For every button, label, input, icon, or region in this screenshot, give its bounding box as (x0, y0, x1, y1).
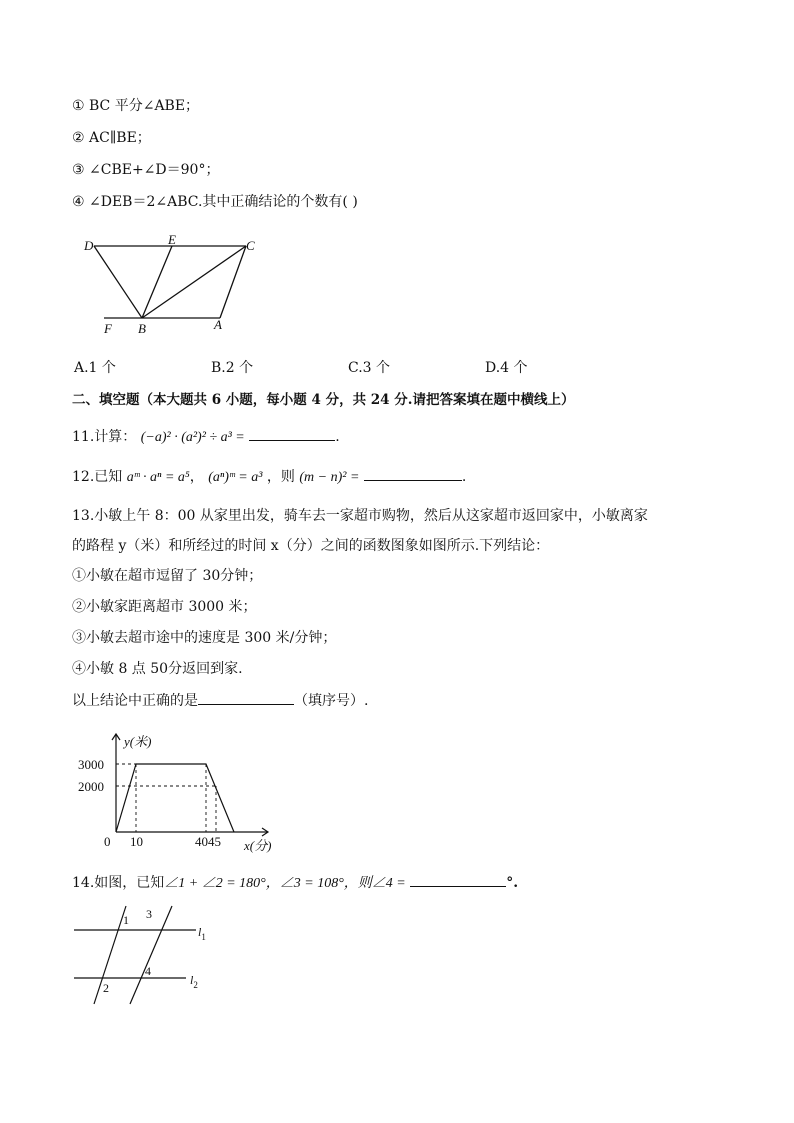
q14-suffix: °. (506, 875, 519, 891)
graph-x-label: x(分) (244, 838, 272, 853)
line-l1-label: $l_1$ (198, 925, 206, 942)
q13-distance-time-graph (72, 726, 284, 858)
q13-item-3: ③小敏去超市途中的速度是 300 米/分钟； (72, 630, 337, 646)
q12-answer-blank[interactable] (364, 466, 462, 481)
q11-answer-blank[interactable] (249, 426, 335, 441)
q14-parallel-lines-figure (68, 900, 216, 1008)
q14-answer-blank[interactable] (410, 872, 506, 887)
q10-statement-1: ① BC 平分∠ABE； (72, 98, 200, 114)
q10-statement-4: ④ ∠DEB＝2∠ABC.其中正确结论的个数有( ) (72, 194, 358, 210)
angle-1-label: 1 (123, 913, 129, 927)
graph-y-label: y(米) (124, 734, 152, 749)
q11-number: 11. (72, 429, 95, 445)
label-A: A (214, 317, 222, 332)
graph-y-tick-2000: 2000 (78, 779, 104, 794)
q12-prefix: 已知 (94, 469, 123, 485)
option-d: D.4 个 (485, 360, 528, 376)
option-c: C.3 个 (348, 360, 391, 376)
label-C: C (246, 238, 255, 253)
angle-3-label: 3 (146, 907, 152, 921)
option-b: B.2 个 (211, 360, 254, 376)
graph-x-tick-0: 0 (104, 834, 111, 849)
q12-suffix: . (461, 469, 467, 485)
q11-expression: (−a)² · (a²)² ÷ a³ = (140, 430, 245, 445)
question-11 (72, 426, 340, 448)
label-D: D (84, 238, 94, 253)
angle-4-label: 4 (145, 964, 151, 978)
q12-expression-1: aᵐ · aⁿ = a⁵ (126, 470, 190, 485)
line-l2-label: $l_2$ (190, 973, 198, 990)
label-E: E (168, 232, 176, 247)
graph-x-tick-10: 10 (130, 834, 143, 849)
q12-expression-3: (m − n)² = (299, 470, 360, 485)
q12-number: 12. (72, 469, 95, 485)
section-2-heading: 二、填空题（本大题共 6 小题，每小题 4 分，共 24 分.请把答案填在题中横线上） (72, 392, 575, 408)
q13-line-1: 13.小敏上午 8：00 从家里出发，骑车去一家超市购物，然后从这家超市返回家中，小敏离家 (72, 508, 648, 524)
q10-statement-3: ③ ∠CBE+∠D＝90°； (72, 162, 220, 178)
q13-item-1: ①小敏在超市逗留了 30分钟； (72, 568, 263, 584)
q13-item-4: ④小敏 8 点 50分返回到家. (72, 661, 243, 677)
question-14 (72, 872, 518, 894)
q13-answer-blank[interactable] (198, 690, 294, 705)
q10-geometry-figure (80, 232, 270, 336)
q12-mid: ，则 (266, 469, 295, 485)
q14-prefix: 14.如图，已知 (72, 875, 165, 891)
q13-conclusion-prefix: 以上结论中正确的是 (72, 693, 198, 709)
q14-expression: ∠1 + ∠2 = 180°，∠3 = 108°，则∠4 = (164, 876, 406, 891)
q11-prefix: 计算： (94, 429, 137, 445)
option-a: A.1 个 (74, 360, 116, 376)
graph-y-tick-3000: 3000 (78, 757, 104, 772)
graph-x-tick-4045: 4045 (195, 834, 221, 849)
q13-conclusion (72, 690, 368, 711)
q13-item-2: ②小敏家距离超市 3000 米； (72, 599, 257, 615)
label-B: B (138, 321, 146, 336)
q13-line-2: 的路程 y（米）和所经过的时间 x（分）之间的函数图象如图所示.下列结论： (72, 538, 550, 554)
q13-conclusion-suffix: （填序号）. (294, 693, 369, 709)
q10-statement-2: ② AC∥BE； (72, 130, 151, 146)
question-12: 12.已知 aᵐ · aⁿ = a⁵， (aⁿ)ᵐ = a³ ，则 (m − n)² = . (72, 466, 466, 488)
label-F: F (104, 321, 112, 336)
q12-expression-2: (aⁿ)ᵐ = a³ (208, 470, 263, 485)
q11-suffix: . (335, 429, 340, 445)
angle-2-label: 2 (103, 981, 109, 995)
